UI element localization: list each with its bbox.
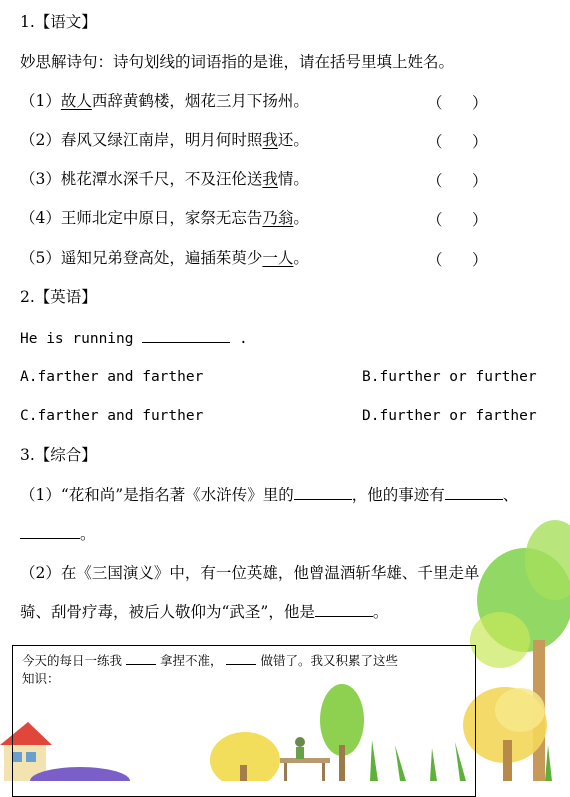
poem-line-5 (20, 248, 309, 268)
section-heading-general: 3.【综合】 (20, 446, 97, 464)
poem-text: 春风又绿江南岸，明月何时照 (60, 131, 263, 149)
poem-text: 桃花潭水深千尺，不及汪伦送 (60, 170, 263, 188)
instruction-text: 妙思解诗句：诗句划线的词语指的是谁，请在括号里填上姓名。 (20, 53, 455, 71)
general-question-1 (20, 485, 518, 505)
option-c[interactable]: C.farther and further (20, 408, 204, 424)
poem-text: 王师北定中原日，家祭无忘告 (60, 209, 263, 227)
poem-line-3 (20, 169, 309, 189)
poem-text: 西辞黄鹤楼，烟花三月下扬州。 (91, 92, 309, 110)
poem-text: 遥知兄弟登高处，遍插茱萸少 (60, 249, 263, 267)
answer-blank[interactable] (294, 485, 352, 500)
reflection-line-1 (22, 653, 398, 669)
note-text: 今天的每日一练我 (22, 653, 123, 668)
general-question-1-cont (20, 524, 96, 544)
poem-text: 还。 (277, 131, 309, 149)
poem-text: 情。 (277, 170, 309, 188)
answer-parentheses[interactable]: （ ） (427, 211, 488, 229)
answer-parentheses[interactable]: （ ） (427, 133, 488, 151)
general-question-2-cont (20, 602, 388, 622)
english-question (20, 328, 248, 349)
answer-blank[interactable] (142, 328, 230, 343)
question-text: ，他的事迹有 (351, 486, 445, 504)
answer-blank[interactable] (315, 602, 373, 617)
answer-parentheses[interactable]: （ ） (427, 251, 488, 269)
question-text: He is running (20, 331, 134, 347)
underlined-word: 我 (262, 131, 278, 149)
reflection-line-2: 知识： (22, 671, 60, 686)
question-text: 、 (502, 486, 519, 504)
question-end: . (238, 331, 248, 347)
item-number: （1） (20, 92, 61, 110)
note-blank[interactable] (226, 653, 256, 665)
section-heading-chinese: 1.【语文】 (20, 13, 97, 31)
underlined-word: 故人 (60, 92, 92, 110)
option-b[interactable]: B.further or further (362, 369, 537, 385)
question-text: 骑、刮骨疗毒，被后人敬仰为“武圣”，他是 (20, 603, 315, 621)
item-number: （5） (20, 249, 61, 267)
answer-parentheses[interactable]: （ ） (427, 94, 488, 112)
underlined-word: 乃翁 (262, 209, 294, 227)
question-text: 。 (372, 603, 389, 621)
note-text: 做错了。我又积累了这些 (260, 653, 398, 668)
poem-text: 。 (293, 249, 309, 267)
item-number: （2） (20, 131, 61, 149)
item-number: （4） (20, 209, 61, 227)
question-text: （1）“花和尚”是指名著《水浒传》里的 (20, 486, 294, 504)
underlined-word: 我 (262, 170, 278, 188)
option-d[interactable]: D.further or farther (362, 408, 537, 424)
answer-blank[interactable] (20, 524, 80, 539)
section-heading-english: 2.【英语】 (20, 288, 97, 306)
answer-blank[interactable] (445, 485, 503, 500)
poem-text: 。 (293, 209, 309, 227)
note-text: 拿捏不准， (159, 653, 223, 668)
general-question-2: （2）在《三国演义》中，有一位英雄，他曾温酒斩华雄、千里走单 (20, 564, 480, 582)
underlined-word: 一人 (262, 249, 294, 267)
option-a[interactable]: A.farther and farther (20, 369, 204, 385)
answer-parentheses[interactable]: （ ） (427, 172, 488, 190)
poem-line-4 (20, 208, 309, 228)
item-number: （3） (20, 170, 61, 188)
note-blank[interactable] (126, 653, 156, 665)
question-text: 。 (80, 525, 96, 543)
poem-line-2 (20, 130, 309, 150)
poem-line-1 (20, 91, 309, 111)
